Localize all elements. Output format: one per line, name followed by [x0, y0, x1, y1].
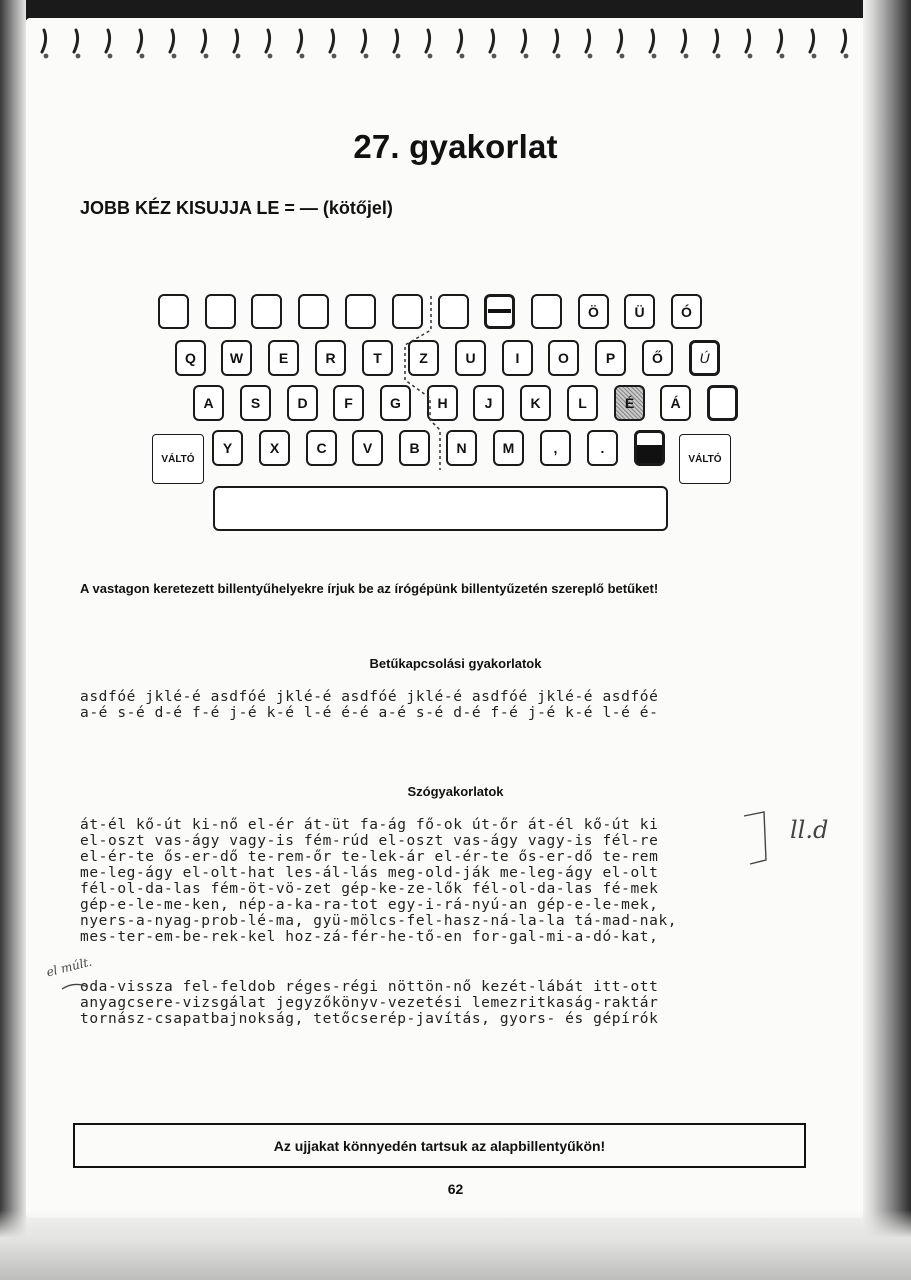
key-m: M [493, 430, 524, 466]
key-l: L [567, 385, 598, 421]
key-h: H [427, 385, 458, 421]
key-b: B [399, 430, 430, 466]
key-y: Y [212, 430, 243, 466]
key-u: U [455, 340, 486, 376]
word-exercise-line: el-oszt vas-ágy vagy-is fém-rúd el-oszt vas-ágy vagy-is fél-re [80, 833, 659, 849]
key-q: Q [175, 340, 206, 376]
handwritten-underline [60, 975, 90, 995]
tip-text: Az ujjakat könnyedén tartsuk az alapbillentyűkön! [273, 1137, 606, 1154]
key-a-acute: Á [660, 385, 691, 421]
word-exercise-line: tornász-csapatbajnokság, tetőcserép-javítás, gyors- és gépírók [80, 1011, 659, 1027]
key-period: . [587, 430, 618, 466]
letter-section-title: Betűkapcsolási gyakorlatok [369, 656, 542, 671]
key-p: P [595, 340, 626, 376]
word-exercise-line: nyers-a-nyag-prob-lé-ma, gyü-mölcs-fel-hasz-ná-la-la tá-mad-nak, [80, 913, 678, 929]
margin-note: ll.d [790, 816, 829, 844]
key-e: E [268, 340, 299, 376]
key-o-acute: Ó [671, 294, 702, 329]
key-r: R [315, 340, 346, 376]
key-n: N [446, 430, 477, 466]
word-exercise-line: mes-ter-em-be-rek-kel hoz-zá-fér-he-tő-en for-gal-mi-a-dó-kat, [80, 929, 659, 945]
key-comma: , [540, 430, 571, 466]
key-t: T [362, 340, 393, 376]
word-exercise-line: át-él kő-út ki-nő el-ér át-üt fa-ág fő-ok út-őr át-él kő-út ki [80, 817, 659, 833]
tip-box [73, 1123, 806, 1168]
key-u-acute: Ú [689, 340, 720, 376]
key-a: A [193, 385, 224, 421]
key-w: W [221, 340, 252, 376]
word-exercise-line: oda-vissza fel-feldob réges-régi nöttön-nő kezét-lábát itt-ott [80, 979, 659, 995]
key-e-acute-shaded: É [614, 385, 645, 421]
word-exercise-line: gép-e-le-me-ken, nép-a-ka-ra-tot egy-i-rá-nyú-an gép-e-le-mek, [80, 897, 659, 913]
key-o: O [548, 340, 579, 376]
left-margin-note: el múlt. [44, 954, 94, 980]
key-shift-left: VÁLTÓ [152, 434, 204, 484]
handwritten-bracket [740, 810, 770, 870]
key-k: K [520, 385, 551, 421]
page-number: 62 [447, 1181, 464, 1197]
hand-divider-line [0, 0, 911, 560]
page-shadow-bottom [0, 1210, 911, 1280]
key-v: V [352, 430, 383, 466]
word-exercise-line: me-leg-ágy el-olt-hat les-ál-lás meg-old-ják me-leg-ágy el-olt [80, 865, 659, 881]
key-f: F [333, 385, 364, 421]
word-exercise-line: fél-ol-da-las fém-öt-vö-zet gép-ke-ze-lők fél-ol-da-las fé-mek [80, 881, 659, 897]
exercise-subtitle: JOBB KÉZ KISUJJA LE = — (kötőjel) [80, 198, 393, 218]
key-shift-right: VÁLTÓ [679, 434, 731, 484]
word-exercise-line: anyagcsere-vizsgálat jegyzőkönyv-vezetési lemezritkaság-raktár [80, 995, 659, 1011]
key-c: C [306, 430, 337, 466]
key-o-double-acute: Ő [642, 340, 673, 376]
key-g: G [380, 385, 411, 421]
letter-exercise-line: a-é s-é d-é f-é j-é k-é l-é é-é a-é s-é d-é f-é j-é k-é l-é é- [80, 705, 659, 721]
key-z: Z [408, 340, 439, 376]
word-section-title: Szógyakorlatok [407, 784, 504, 799]
page-title: 27. gyakorlat [353, 128, 558, 165]
key-x: X [259, 430, 290, 466]
key-d: D [287, 385, 318, 421]
key-u-umlaut: Ü [624, 294, 655, 329]
keyboard-instruction: A vastagon keretezett billentyűhelyekre írjuk be az írógépünk billentyűzetén szereplő betűket! [80, 581, 659, 596]
key-o-umlaut: Ö [578, 294, 609, 329]
keyboard-diagram [0, 0, 911, 560]
key-j: J [473, 385, 504, 421]
word-exercise-line: el-ér-te ős-er-dő te-rem-őr te-lek-ár el-ér-te ős-er-dő te-rem [80, 849, 659, 865]
letter-exercise-line: asdfóé jklé-é asdfóé jklé-é asdfóé jklé-é asdfóé jklé-é asdfóé [80, 689, 659, 705]
key-i: I [502, 340, 533, 376]
key-s: S [240, 385, 271, 421]
